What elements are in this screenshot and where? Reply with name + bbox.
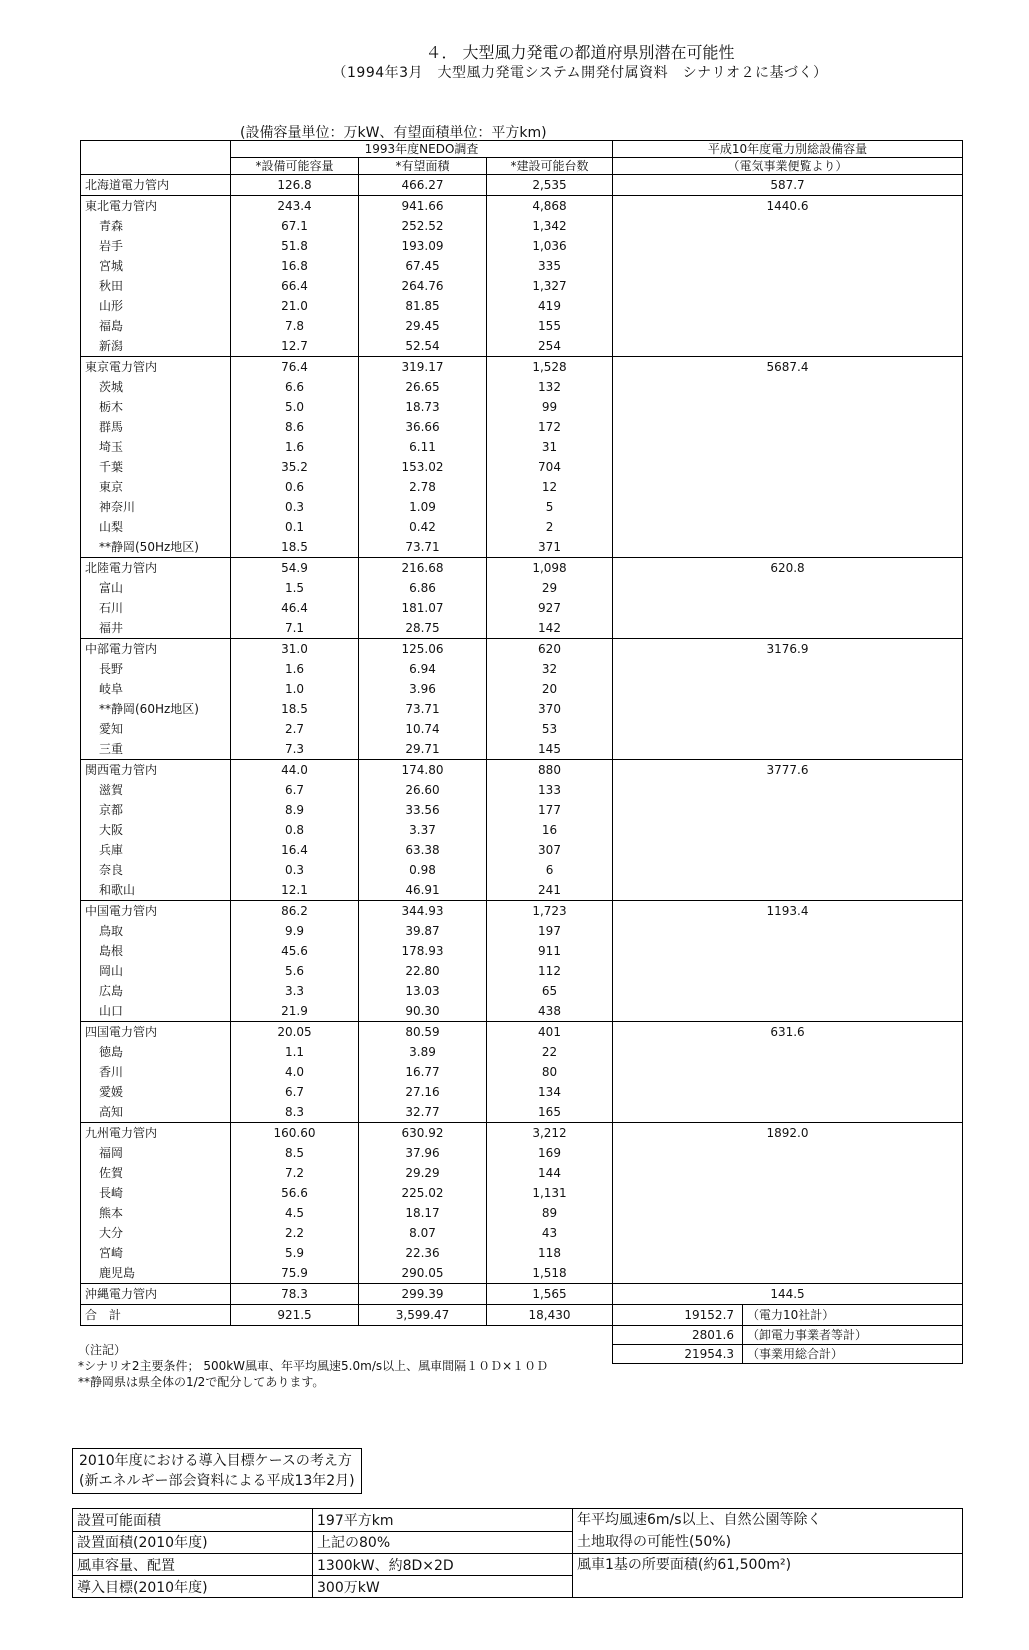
total-row [81, 1305, 963, 1326]
target-label: 導入目標(2010年度) [73, 1576, 313, 1598]
group-row [81, 1123, 963, 1144]
prefecture-name: 茨城 [81, 377, 231, 397]
summary-value: 2801.6 [613, 1326, 743, 1345]
area-cell: 290.05 [359, 1263, 487, 1284]
units-cell: 118 [487, 1243, 613, 1263]
units-cell: 704 [487, 457, 613, 477]
header-nedo: 1993年度NEDO調査 [231, 141, 613, 158]
units-cell: 1,036 [487, 236, 613, 256]
units-cell: 133 [487, 780, 613, 800]
area-cell: 67.45 [359, 256, 487, 276]
area-cell: 36.66 [359, 417, 487, 437]
capacity-cell: 0.1 [231, 517, 359, 537]
capacity-cell: 243.4 [231, 196, 359, 217]
area-cell: 193.09 [359, 236, 487, 256]
prefecture-name: 滋賀 [81, 780, 231, 800]
potential-table [80, 140, 963, 1364]
area-cell: 73.71 [359, 537, 487, 558]
summary-value: 19152.7 [613, 1305, 743, 1326]
target-note-1: 年平均風速6m/s以上、自然公園等除く [577, 1512, 822, 1528]
group-name: 東北電力管内 [81, 196, 231, 217]
group-name: 中部電力管内 [81, 639, 231, 660]
group-row [81, 175, 963, 196]
group-name: 東京電力管内 [81, 357, 231, 378]
area-cell: 90.30 [359, 1001, 487, 1022]
summary-label: （卸電力事業者等計） [743, 1326, 963, 1345]
target-row [73, 1554, 963, 1576]
area-cell: 81.85 [359, 296, 487, 316]
prefecture-name: 山梨 [81, 517, 231, 537]
units-cell: 177 [487, 800, 613, 820]
summary-value: 21954.3 [613, 1345, 743, 1364]
area-cell: 216.68 [359, 558, 487, 579]
units-cell: 880 [487, 760, 613, 781]
units-cell: 132 [487, 377, 613, 397]
total-area: 3,599.47 [359, 1305, 487, 1326]
prefecture-name: 大分 [81, 1223, 231, 1243]
units-cell: 1,342 [487, 216, 613, 236]
capacity-cell: 1.6 [231, 659, 359, 679]
units-cell: 4,868 [487, 196, 613, 217]
prefecture-name: 大阪 [81, 820, 231, 840]
capacity-cell: 21.0 [231, 296, 359, 316]
units-cell: 65 [487, 981, 613, 1001]
table-body [81, 175, 963, 1305]
target-heading-line-2: (新エネルギー部会資料による平成13年2月) [79, 1473, 355, 1489]
prefecture-name: 青森 [81, 216, 231, 236]
header-total-capacity: 平成10年度電力別総設備容量 [613, 141, 963, 158]
area-cell: 80.59 [359, 1022, 487, 1043]
header-total-source: （電気事業便覧より） [613, 158, 963, 175]
area-cell: 264.76 [359, 276, 487, 296]
group-row [81, 760, 963, 781]
area-cell: 16.77 [359, 1062, 487, 1082]
capacity-cell: 51.8 [231, 236, 359, 256]
area-cell: 3.96 [359, 679, 487, 699]
area-cell: 225.02 [359, 1183, 487, 1203]
prefecture-name: 宮崎 [81, 1243, 231, 1263]
target-value: 上記の80% [313, 1531, 573, 1554]
header-units: *建設可能台数 [487, 158, 613, 175]
prefecture-name: 埼玉 [81, 437, 231, 457]
units-cell: 165 [487, 1102, 613, 1123]
area-cell: 18.73 [359, 397, 487, 417]
capacity-cell: 5.0 [231, 397, 359, 417]
capacity-cell: 4.0 [231, 1062, 359, 1082]
capacity-cell: 160.60 [231, 1123, 359, 1144]
units-cell: 927 [487, 598, 613, 618]
capacity-cell: 0.6 [231, 477, 359, 497]
area-cell: 63.38 [359, 840, 487, 860]
units-cell: 197 [487, 921, 613, 941]
prefecture-name: 熊本 [81, 1203, 231, 1223]
units-cell: 145 [487, 739, 613, 760]
units-cell: 241 [487, 880, 613, 901]
prefecture-name: **静岡(60Hz地区) [81, 699, 231, 719]
prefecture-name: 愛知 [81, 719, 231, 739]
prefecture-name: 石川 [81, 598, 231, 618]
total-capacity-cell: 620.8 [613, 558, 963, 639]
prefecture-name: 兵庫 [81, 840, 231, 860]
units-cell: 99 [487, 397, 613, 417]
header-row-2 [81, 158, 963, 175]
prefecture-name: 神奈川 [81, 497, 231, 517]
summary-label: （事業用総合計） [743, 1345, 963, 1364]
target-note-bottom [573, 1554, 963, 1598]
area-cell: 10.74 [359, 719, 487, 739]
prefecture-name: 鳥取 [81, 921, 231, 941]
group-name: 沖縄電力管内 [81, 1284, 231, 1305]
capacity-cell: 6.7 [231, 780, 359, 800]
capacity-cell: 76.4 [231, 357, 359, 378]
total-capacity-cell: 144.5 [613, 1284, 963, 1305]
capacity-cell: 8.6 [231, 417, 359, 437]
capacity-cell: 7.3 [231, 739, 359, 760]
units-cell: 2 [487, 517, 613, 537]
area-cell: 174.80 [359, 760, 487, 781]
capacity-cell: 75.9 [231, 1263, 359, 1284]
units-cell: 53 [487, 719, 613, 739]
target-label: 設置面積(2010年度) [73, 1531, 313, 1554]
capacity-cell: 35.2 [231, 457, 359, 477]
capacity-cell: 56.6 [231, 1183, 359, 1203]
target-note-2: 土地取得の可能性(50%) [577, 1534, 732, 1550]
area-cell: 29.45 [359, 316, 487, 336]
capacity-cell: 8.9 [231, 800, 359, 820]
prefecture-name: 山口 [81, 1001, 231, 1022]
units-cell: 6 [487, 860, 613, 880]
area-cell: 46.91 [359, 880, 487, 901]
capacity-cell: 9.9 [231, 921, 359, 941]
area-cell: 26.65 [359, 377, 487, 397]
area-cell: 3.89 [359, 1042, 487, 1062]
units-cell: 142 [487, 618, 613, 639]
target-value: 197平方km [313, 1509, 573, 1532]
capacity-cell: 5.9 [231, 1243, 359, 1263]
area-cell: 1.09 [359, 497, 487, 517]
units-cell: 1,565 [487, 1284, 613, 1305]
capacity-cell: 6.7 [231, 1082, 359, 1102]
area-cell: 252.52 [359, 216, 487, 236]
prefecture-name: 佐賀 [81, 1163, 231, 1183]
prefecture-name: 高知 [81, 1102, 231, 1123]
group-row [81, 1022, 963, 1043]
units-cell: 254 [487, 336, 613, 357]
group-row [81, 901, 963, 922]
capacity-cell: 1.0 [231, 679, 359, 699]
units-cell: 12 [487, 477, 613, 497]
area-cell: 153.02 [359, 457, 487, 477]
units-cell: 3,212 [487, 1123, 613, 1144]
target-note-top [573, 1509, 963, 1554]
notes-heading: （注記） [78, 1343, 127, 1357]
capacity-cell: 66.4 [231, 276, 359, 296]
capacity-cell: 0.8 [231, 820, 359, 840]
page-title: ４． 大型風力発電の都道府県別潜在可能性 [425, 43, 735, 62]
area-cell: 22.36 [359, 1243, 487, 1263]
target-table [72, 1508, 963, 1598]
target-value: 1300kW、約8D×2D [313, 1554, 573, 1576]
units-cell: 32 [487, 659, 613, 679]
page-subtitle: （1994年3月 大型風力発電システム開発付属資料 シナリオ２に基づく） [332, 65, 828, 81]
units-cell: 112 [487, 961, 613, 981]
target-label: 設置可能面積 [73, 1509, 313, 1532]
group-name: 関西電力管内 [81, 760, 231, 781]
target-heading-box [72, 1448, 362, 1494]
total-capacity-cell: 3777.6 [613, 760, 963, 901]
capacity-cell: 12.1 [231, 880, 359, 901]
capacity-cell: 1.5 [231, 578, 359, 598]
prefecture-name: 岩手 [81, 236, 231, 256]
capacity-cell: 86.2 [231, 901, 359, 922]
capacity-cell: 54.9 [231, 558, 359, 579]
area-cell: 181.07 [359, 598, 487, 618]
prefecture-name: 福井 [81, 618, 231, 639]
prefecture-name: 京都 [81, 800, 231, 820]
prefecture-name: 愛媛 [81, 1082, 231, 1102]
capacity-cell: 2.7 [231, 719, 359, 739]
group-name: 北海道電力管内 [81, 175, 231, 196]
area-cell: 29.71 [359, 739, 487, 760]
units-note: (設備容量単位：万kW、有望面積単位：平方km) [240, 125, 547, 141]
units-cell: 1,518 [487, 1263, 613, 1284]
area-cell: 22.80 [359, 961, 487, 981]
area-cell: 6.11 [359, 437, 487, 457]
area-cell: 125.06 [359, 639, 487, 660]
prefecture-name: 新潟 [81, 336, 231, 357]
area-cell: 2.78 [359, 477, 487, 497]
prefecture-name: 千葉 [81, 457, 231, 477]
area-cell: 52.54 [359, 336, 487, 357]
group-row [81, 196, 963, 217]
prefecture-name: 島根 [81, 941, 231, 961]
units-cell: 307 [487, 840, 613, 860]
units-cell: 1,327 [487, 276, 613, 296]
units-cell: 620 [487, 639, 613, 660]
area-cell: 26.60 [359, 780, 487, 800]
area-cell: 299.39 [359, 1284, 487, 1305]
notes [78, 1342, 548, 1390]
prefecture-name: 和歌山 [81, 880, 231, 901]
area-cell: 37.96 [359, 1143, 487, 1163]
units-cell: 438 [487, 1001, 613, 1022]
total-capacity-cell: 1193.4 [613, 901, 963, 1022]
capacity-cell: 20.05 [231, 1022, 359, 1043]
prefecture-name: **静岡(50Hz地区) [81, 537, 231, 558]
header-area: *有望面積 [359, 158, 487, 175]
units-cell: 134 [487, 1082, 613, 1102]
capacity-cell: 67.1 [231, 216, 359, 236]
capacity-cell: 4.5 [231, 1203, 359, 1223]
group-name: 九州電力管内 [81, 1123, 231, 1144]
units-cell: 419 [487, 296, 613, 316]
units-cell: 155 [487, 316, 613, 336]
capacity-cell: 0.3 [231, 497, 359, 517]
prefecture-name: 福島 [81, 316, 231, 336]
units-cell: 401 [487, 1022, 613, 1043]
area-cell: 8.07 [359, 1223, 487, 1243]
area-cell: 178.93 [359, 941, 487, 961]
units-cell: 16 [487, 820, 613, 840]
area-cell: 27.16 [359, 1082, 487, 1102]
area-cell: 3.37 [359, 820, 487, 840]
units-cell: 89 [487, 1203, 613, 1223]
units-cell: 20 [487, 679, 613, 699]
area-cell: 941.66 [359, 196, 487, 217]
capacity-cell: 16.8 [231, 256, 359, 276]
capacity-cell: 3.3 [231, 981, 359, 1001]
total-capacity-cell: 3176.9 [613, 639, 963, 760]
prefecture-name: 栃木 [81, 397, 231, 417]
area-cell: 29.29 [359, 1163, 487, 1183]
units-cell: 1,528 [487, 357, 613, 378]
capacity-cell: 18.5 [231, 537, 359, 558]
total-capacity-cell: 1440.6 [613, 196, 963, 357]
units-cell: 370 [487, 699, 613, 719]
prefecture-name: 奈良 [81, 860, 231, 880]
units-cell: 335 [487, 256, 613, 276]
units-cell: 1,098 [487, 558, 613, 579]
notes-line-1: *シナリオ2主要条件； 500kW風車、年平均風速5.0m/s以上、風車間隔１０Ｄ×１０Ｄ [78, 1359, 549, 1373]
prefecture-name: 東京 [81, 477, 231, 497]
prefecture-name: 徳島 [81, 1042, 231, 1062]
units-cell: 169 [487, 1143, 613, 1163]
capacity-cell: 7.1 [231, 618, 359, 639]
capacity-cell: 31.0 [231, 639, 359, 660]
area-cell: 33.56 [359, 800, 487, 820]
group-row [81, 1284, 963, 1305]
prefecture-name: 広島 [81, 981, 231, 1001]
notes-line-2: **静岡県は県全体の1/2で配分してあります。 [78, 1375, 325, 1389]
units-cell: 29 [487, 578, 613, 598]
capacity-cell: 78.3 [231, 1284, 359, 1305]
capacity-cell: 2.2 [231, 1223, 359, 1243]
prefecture-name: 岡山 [81, 961, 231, 981]
target-note-3: 風車1基の所要面積(約61,500m²) [577, 1557, 792, 1573]
prefecture-name: 福岡 [81, 1143, 231, 1163]
total-units: 18,430 [487, 1305, 613, 1326]
group-name: 北陸電力管内 [81, 558, 231, 579]
target-heading-line-1: 2010年度における導入目標ケースの考え方 [79, 1453, 352, 1469]
group-row [81, 357, 963, 378]
prefecture-name: 山形 [81, 296, 231, 316]
total-capacity-cell: 5687.4 [613, 357, 963, 558]
capacity-cell: 8.5 [231, 1143, 359, 1163]
capacity-cell: 7.2 [231, 1163, 359, 1183]
units-cell: 172 [487, 417, 613, 437]
units-cell: 43 [487, 1223, 613, 1243]
capacity-cell: 126.8 [231, 175, 359, 196]
prefecture-name: 鹿児島 [81, 1263, 231, 1284]
units-cell: 2,535 [487, 175, 613, 196]
capacity-cell: 12.7 [231, 336, 359, 357]
capacity-cell: 1.1 [231, 1042, 359, 1062]
area-cell: 32.77 [359, 1102, 487, 1123]
total-capacity-cell: 587.7 [613, 175, 963, 196]
prefecture-name: 群馬 [81, 417, 231, 437]
area-cell: 28.75 [359, 618, 487, 639]
header-capacity: *設備可能容量 [231, 158, 359, 175]
units-cell: 1,131 [487, 1183, 613, 1203]
prefecture-name: 宮城 [81, 256, 231, 276]
area-cell: 13.03 [359, 981, 487, 1001]
header-row-1 [81, 141, 963, 158]
units-cell: 1,723 [487, 901, 613, 922]
prefecture-name: 長崎 [81, 1183, 231, 1203]
capacity-cell: 16.4 [231, 840, 359, 860]
total-label: 合 計 [81, 1305, 231, 1326]
units-cell: 371 [487, 537, 613, 558]
area-cell: 0.42 [359, 517, 487, 537]
area-cell: 6.94 [359, 659, 487, 679]
capacity-cell: 6.6 [231, 377, 359, 397]
group-row [81, 639, 963, 660]
area-cell: 6.86 [359, 578, 487, 598]
capacity-cell: 7.8 [231, 316, 359, 336]
capacity-cell: 21.9 [231, 1001, 359, 1022]
area-cell: 18.17 [359, 1203, 487, 1223]
summary-label: （電力10社計） [743, 1305, 963, 1326]
area-cell: 630.92 [359, 1123, 487, 1144]
total-capacity-cell: 631.6 [613, 1022, 963, 1123]
group-row [81, 558, 963, 579]
capacity-cell: 45.6 [231, 941, 359, 961]
units-cell: 22 [487, 1042, 613, 1062]
units-cell: 31 [487, 437, 613, 457]
group-name: 四国電力管内 [81, 1022, 231, 1043]
area-cell: 39.87 [359, 921, 487, 941]
units-cell: 80 [487, 1062, 613, 1082]
capacity-cell: 0.3 [231, 860, 359, 880]
area-cell: 73.71 [359, 699, 487, 719]
area-cell: 344.93 [359, 901, 487, 922]
target-value: 300万kW [313, 1576, 573, 1598]
target-label: 風車容量、配置 [73, 1554, 313, 1576]
units-cell: 5 [487, 497, 613, 517]
capacity-cell: 5.6 [231, 961, 359, 981]
total-capacity-cell: 1892.0 [613, 1123, 963, 1284]
target-row [73, 1509, 963, 1532]
total-capacity: 921.5 [231, 1305, 359, 1326]
units-cell: 911 [487, 941, 613, 961]
prefecture-name: 香川 [81, 1062, 231, 1082]
capacity-cell: 18.5 [231, 699, 359, 719]
prefecture-name: 富山 [81, 578, 231, 598]
area-cell: 466.27 [359, 175, 487, 196]
capacity-cell: 46.4 [231, 598, 359, 618]
group-name: 中国電力管内 [81, 901, 231, 922]
capacity-cell: 44.0 [231, 760, 359, 781]
prefecture-name: 秋田 [81, 276, 231, 296]
capacity-cell: 1.6 [231, 437, 359, 457]
capacity-cell: 8.3 [231, 1102, 359, 1123]
area-cell: 0.98 [359, 860, 487, 880]
prefecture-name: 三重 [81, 739, 231, 760]
units-cell: 144 [487, 1163, 613, 1183]
prefecture-name: 岐阜 [81, 679, 231, 699]
prefecture-name: 長野 [81, 659, 231, 679]
area-cell: 319.17 [359, 357, 487, 378]
